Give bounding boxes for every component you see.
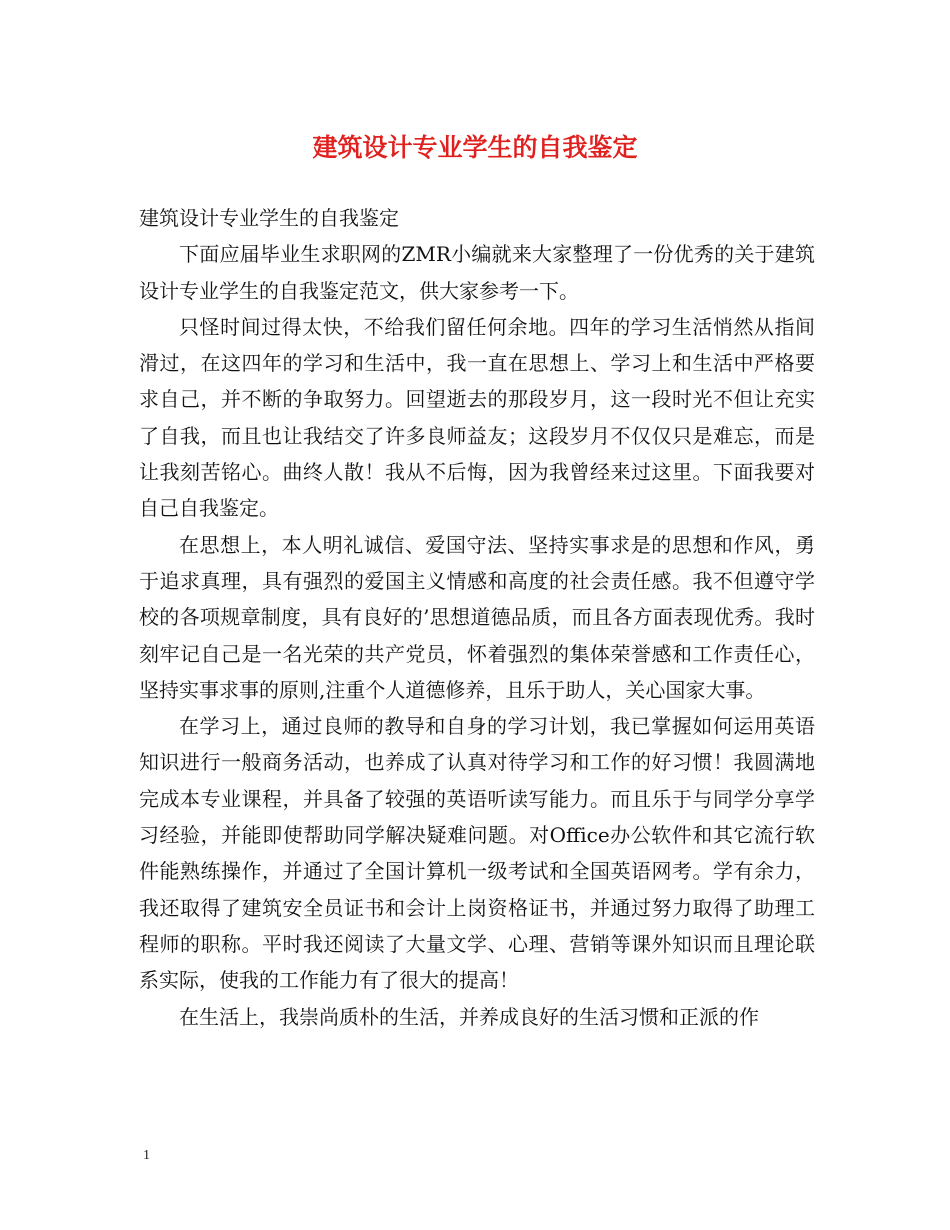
intro-paragraph: 下面应届毕业生求职网的ZMR小编就来大家整理了一份优秀的关于建筑设计专业学生的自我鉴定范文，供大家参考一下。 [139, 242, 815, 303]
document-body [139, 200, 815, 1035]
life-paragraph: 在生活上，我崇尚质朴的生活，并养成良好的生活习惯和正派的作 [179, 1004, 759, 1029]
reflection-paragraph: 只怪时间过得太快，不给我们留任何余地。四年的学习生活悄然从指间滑过，在这四年的学习和生活中，我一直在思想上、学习上和生活中严格要求自己，并不断的争取努力。回望逝去的那段岁月，这一段时光不但让充实了自我，而且也让我结交了许多良师益友；这段岁月不仅仅只是难忘，而是让我刻苦铭心。曲终人散！我从不后悔，因为我曾经来过这里。下面我要对自己自我鉴定。 [139, 314, 815, 521]
document-title: 建筑设计专业学生的自我鉴定 [312, 133, 638, 162]
ideology-paragraph: 在思想上，本人明礼诚信、爱国守法、坚持实事求是的思想和作风，勇于追求真理，具有强烈的爱国主义情感和高度的社会责任感。我不但遵守学校的各项规章制度，具有良好的’思想道德品质，而且各方面表现优秀。我时刻牢记自己是一名光荣的共产党员，怀着强烈的集体荣誉感和工作责任心，坚持实事求事的原则,注重个人道德修养，且乐于助人，关心国家大事。 [139, 532, 815, 702]
subtitle-paragraph: 建筑设计专业学生的自我鉴定 [139, 206, 399, 230]
study-paragraph: 在学习上，通过良师的教导和自身的学习计划，我已掌握如何运用英语知识进行一般商务活动，也养成了认真对待学习和工作的好习惯！我圆满地完成本专业课程，并具备了较强的英语听读写能力。而且乐于与同学分享学习经验，并能即使帮助同学解决疑难问题。对Office办公软件和其它流行软件能熟练操作，并通过了全国计算机一级考试和全国英语网考。学有余力，我还取得了建筑安全员证书和会计上岗资格证书，并通过努力取得了助理工程师的职称。平时我还阅读了大量文学、心理、营销等课外知识而且理论联系实际，使我的工作能力有了很大的提高！ [139, 714, 815, 993]
page-number: 1 [143, 1148, 150, 1163]
